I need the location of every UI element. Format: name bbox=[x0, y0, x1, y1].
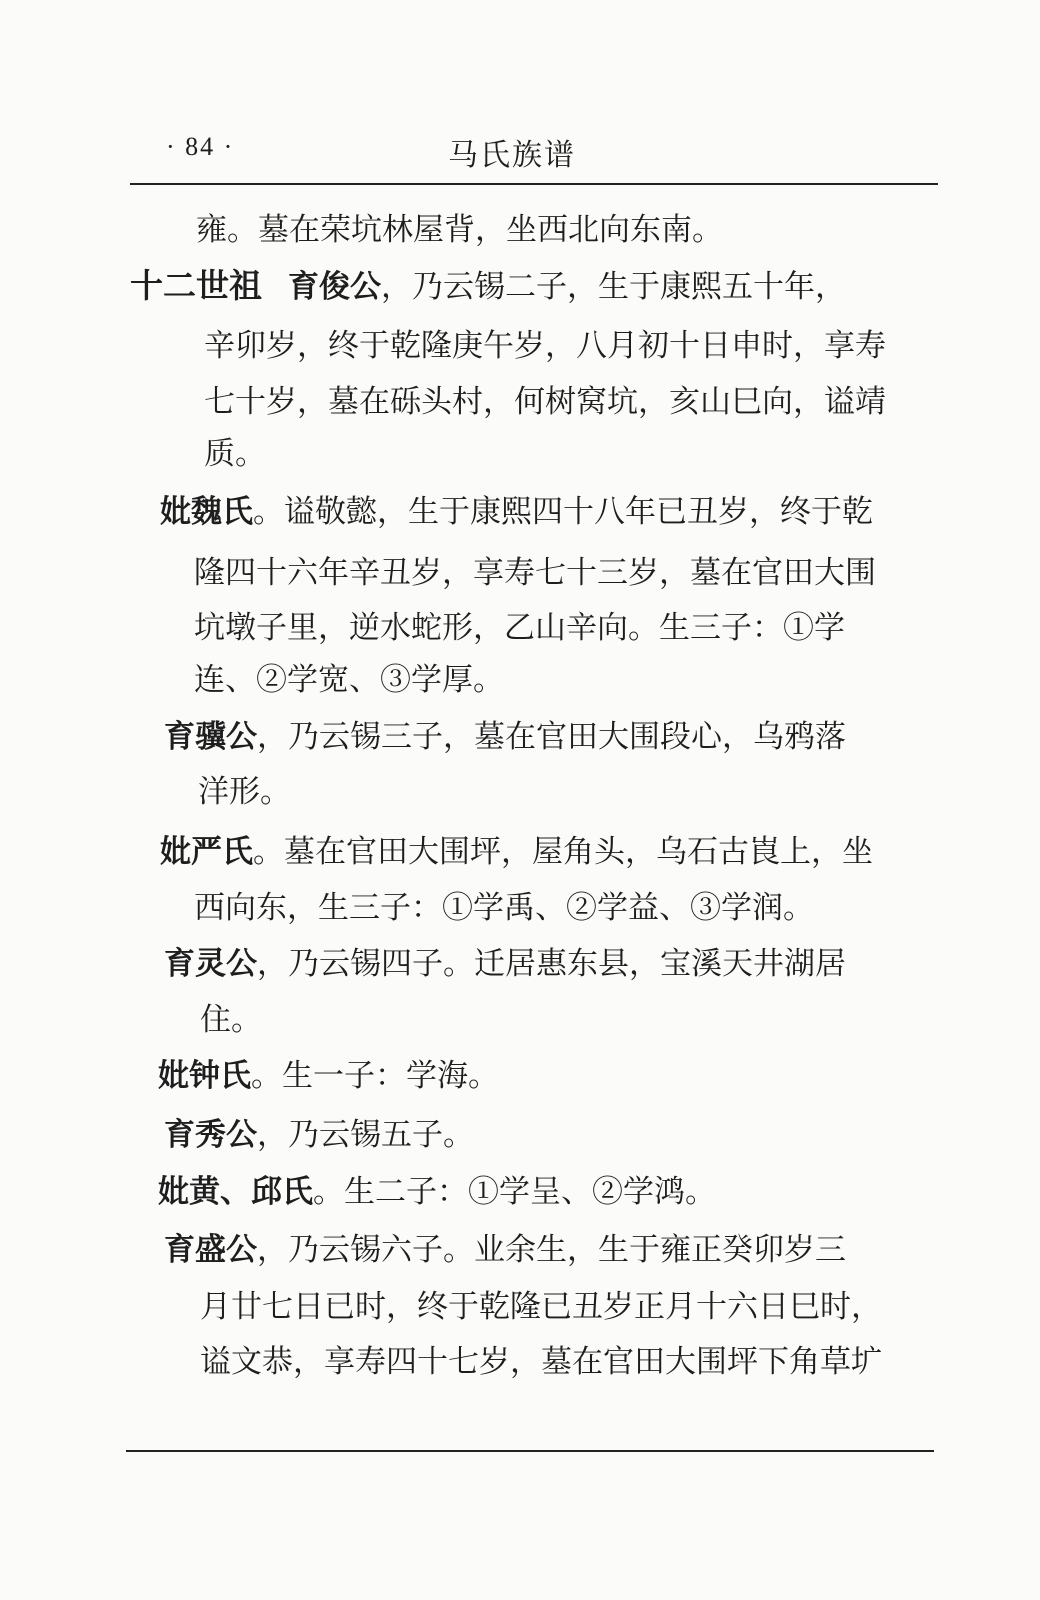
person-name: 育盛公 bbox=[164, 1232, 257, 1268]
page-number: · 84 · bbox=[166, 132, 235, 161]
entry-line bbox=[130, 266, 846, 307]
entry-line bbox=[164, 1230, 846, 1270]
entry-text: ，乃云锡六子。业余生，生于雍正癸卯岁三 bbox=[257, 1232, 846, 1268]
entry-text: ，乃云锡五子。 bbox=[257, 1117, 474, 1153]
footer-rule bbox=[126, 1450, 934, 1452]
entry-text: 。墓在官田大围坪，屋角头，乌石古崀上，坐 bbox=[253, 834, 873, 870]
entry-line bbox=[160, 832, 873, 872]
entry-text: 。生一子：学海。 bbox=[251, 1058, 499, 1094]
text-line: 七十岁，墓在砾头村，何树窝坑，亥山巳向，谥靖 bbox=[204, 384, 886, 420]
entry-line bbox=[160, 492, 873, 532]
text-line: 坑墩子里，逆水蛇形，乙山辛向。生三子：①学 bbox=[194, 610, 845, 646]
entry-text: 。生二子：①学呈、②学鸿。 bbox=[313, 1174, 716, 1210]
entry-text: ，乃云锡三子，墓在官田大围段心，乌鸦落 bbox=[257, 719, 846, 755]
running-title: 马氏族谱 bbox=[448, 138, 576, 173]
person-name: 妣钟氏 bbox=[158, 1058, 251, 1094]
text-line: 谥文恭，享寿四十七岁，墓在官田大围坪下角草圹 bbox=[200, 1344, 882, 1380]
entry-line bbox=[158, 1056, 499, 1096]
entry-text: ，乃云锡二子，生于康熙五十年， bbox=[381, 269, 846, 305]
text-line: 雍。墓在荣坑林屋背，坐西北向东南。 bbox=[196, 212, 723, 248]
text-line: 辛卯岁，终于乾隆庚午岁，八月初十日申时，享寿 bbox=[204, 328, 886, 364]
text-line: 洋形。 bbox=[198, 774, 291, 810]
person-name: 育骥公 bbox=[164, 719, 257, 755]
text-line: 连、②学宽、③学厚。 bbox=[194, 662, 504, 698]
entry-line bbox=[164, 944, 846, 984]
person-name: 妣黄、邱氏 bbox=[158, 1174, 313, 1210]
text-line: 住。 bbox=[200, 1002, 262, 1038]
entry-line bbox=[158, 1172, 716, 1212]
person-name: 育俊公 bbox=[288, 269, 381, 305]
person-name: 妣严氏 bbox=[160, 834, 253, 870]
person-name: 妣魏氏 bbox=[160, 494, 253, 530]
person-name: 育灵公 bbox=[164, 946, 257, 982]
text-line: 月廿七日已时，终于乾隆已丑岁正月十六日巳时， bbox=[200, 1289, 882, 1325]
entry-line bbox=[164, 717, 846, 757]
text-line: 隆四十六年辛丑岁，享寿七十三岁，墓在官田大围 bbox=[194, 555, 876, 591]
text-line: 质。 bbox=[204, 436, 266, 472]
entry-text: 。谥敬懿，生于康熙四十八年已丑岁，终于乾 bbox=[253, 494, 873, 530]
entry-text: ，乃云锡四子。迁居惠东县，宝溪天井湖居 bbox=[257, 946, 846, 982]
generation-label: 十二世祖 bbox=[130, 266, 262, 305]
text-line: 西向东，生三子：①学禹、②学益、③学润。 bbox=[194, 890, 814, 926]
entry-line bbox=[164, 1115, 474, 1155]
person-name: 育秀公 bbox=[164, 1117, 257, 1153]
